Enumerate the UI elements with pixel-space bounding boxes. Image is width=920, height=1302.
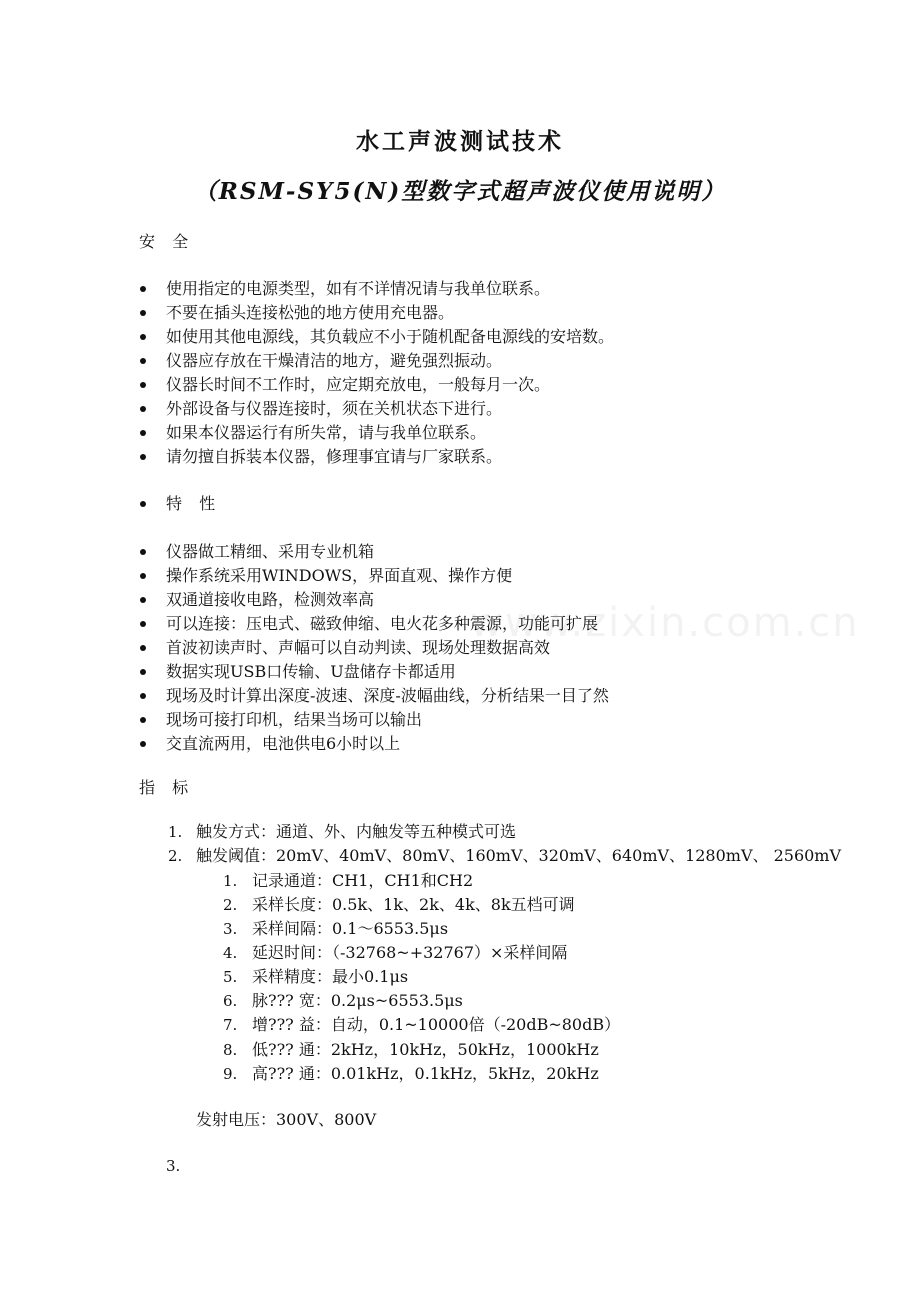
spec-number: 1. bbox=[168, 823, 183, 841]
bullet-icon bbox=[140, 454, 146, 460]
feature-item: 仪器做工精细、采用专业机箱 bbox=[166, 542, 375, 561]
bullet-icon bbox=[140, 741, 146, 747]
feature-item: 操作系统采用WINDOWS，界面直观、操作方便 bbox=[166, 566, 513, 585]
spec-sub-item: 增??? 益：自动，0.1~10000倍（-20dB~80dB） bbox=[252, 1015, 621, 1034]
spec-sub-item: 延迟时间：（-32768~+32767）×采样间隔 bbox=[252, 943, 568, 962]
spec-sub-number: 7. bbox=[223, 1016, 238, 1034]
feature-item: 交直流两用，电池供电6小时以上 bbox=[166, 734, 401, 753]
feature-item: 可以连接：压电式、磁致伸缩、电火花多种震源，功能可扩展 bbox=[166, 614, 599, 633]
spec-sub-number: 4. bbox=[223, 944, 238, 962]
bullet-icon bbox=[140, 406, 146, 412]
bullet-icon bbox=[140, 669, 146, 675]
bullet-icon bbox=[140, 430, 146, 436]
bullet-icon bbox=[140, 621, 146, 627]
spec-sub-item: 高??? 通：0.01kHz，0.1kHz，5kHz，20kHz bbox=[252, 1064, 599, 1083]
safety-item: 外部设备与仪器连接时，须在关机状态下进行。 bbox=[166, 399, 503, 418]
safety-item: 请勿擅自拆装本仪器，修理事宜请与厂家联系。 bbox=[166, 447, 503, 466]
feature-item: 现场及时计算出深度-波速、深度-波幅曲线，分析结果一目了然 bbox=[166, 686, 609, 705]
spec-sub-number: 2. bbox=[223, 896, 238, 914]
spec-sub-item: 记录通道：CH1，CH1和CH2 bbox=[252, 871, 474, 890]
spec-sub-number: 6. bbox=[223, 992, 238, 1010]
feature-item: 首波初读声时、声幅可以自动判读、现场处理数据高效 bbox=[166, 638, 551, 657]
spec-sub-number: 5. bbox=[223, 968, 238, 986]
spec-sub-number: 9. bbox=[223, 1065, 238, 1083]
spec-number: 2. bbox=[168, 847, 183, 865]
spec-sub-number: 3. bbox=[223, 920, 238, 938]
bullet-icon bbox=[140, 645, 146, 651]
spec-sub-item: 采样间隔：0.1～6553.5μs bbox=[252, 919, 449, 938]
bullet-icon bbox=[140, 717, 146, 723]
safety-item: 不要在插头连接松弛的地方使用充电器。 bbox=[166, 303, 455, 322]
spec-sub-item: 脉??? 宽：0.2μs~6553.5μs bbox=[252, 991, 463, 1010]
document-title: 水工声波测试技术 bbox=[356, 128, 564, 155]
safety-item: 使用指定的电源类型，如有不详情况请与我单位联系。 bbox=[166, 279, 551, 298]
safety-item: 仪器应存放在干燥清洁的地方，避免强烈振动。 bbox=[166, 351, 503, 370]
feature-item: 数据实现USB口传输、U盘储存卡都适用 bbox=[166, 662, 456, 681]
safety-item: 如使用其他电源线，其负载应不小于随机配备电源线的安培数。 bbox=[166, 327, 615, 346]
specs-heading: 指 标 bbox=[139, 778, 195, 797]
feature-item: 现场可接打印机，结果当场可以输出 bbox=[166, 710, 423, 729]
bullet-icon bbox=[140, 573, 146, 579]
bullet-icon bbox=[140, 334, 146, 340]
safety-heading: 安 全 bbox=[139, 232, 195, 251]
bullet-icon bbox=[140, 358, 146, 364]
spec-sub-number: 1. bbox=[223, 872, 238, 890]
emission-voltage: 发射电压：300V、800V bbox=[196, 1110, 377, 1129]
spec-sub-item: 低??? 通：2kHz，10kHz，50kHz，1000kHz bbox=[252, 1040, 599, 1059]
document-subtitle: （RSM-SY5(N)型数字式超声波仪使用说明） bbox=[193, 178, 727, 205]
bullet-icon bbox=[140, 501, 146, 507]
feature-item: 双通道接收电路，检测效率高 bbox=[166, 590, 375, 609]
bullet-icon bbox=[140, 693, 146, 699]
bullet-icon bbox=[140, 310, 146, 316]
trailing-number: 3. bbox=[166, 1157, 181, 1175]
bullet-icon bbox=[140, 286, 146, 292]
watermark: www.zixin.com.cn bbox=[470, 600, 860, 646]
safety-item: 仪器长时间不工作时，应定期充放电，一般每月一次。 bbox=[166, 375, 551, 394]
spec-sub-number: 8. bbox=[223, 1041, 238, 1059]
bullet-icon bbox=[140, 382, 146, 388]
bullet-icon bbox=[140, 597, 146, 603]
bullet-icon bbox=[140, 549, 146, 555]
spec-sub-item: 采样长度：0.5k、1k、2k、4k、8k五档可调 bbox=[252, 895, 575, 914]
features-heading: 特 性 bbox=[166, 494, 222, 513]
spec-item: 触发阈值：20mV、40mV、80mV、160mV、320mV、640mV、1280mV、 2560mV bbox=[196, 846, 842, 865]
spec-sub-item: 采样精度：最小0.1μs bbox=[252, 967, 409, 986]
spec-item: 触发方式：通道、外、内触发等五种模式可选 bbox=[196, 822, 517, 841]
safety-item: 如果本仪器运行有所失常，请与我单位联系。 bbox=[166, 423, 487, 442]
